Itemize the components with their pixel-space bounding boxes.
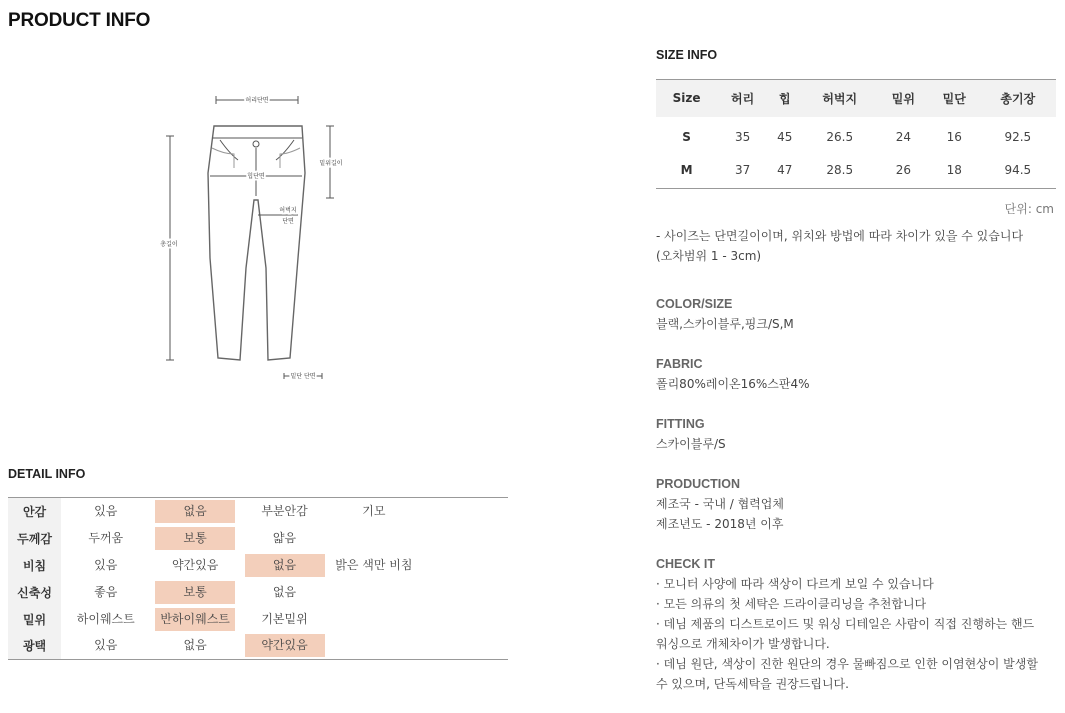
detail-option-cell: [419, 498, 508, 525]
size-header-cell: 허벅지: [802, 80, 878, 117]
detail-option-cell: [61, 552, 150, 579]
production-title: PRODUCTION: [656, 477, 741, 491]
size-row: [656, 153, 1056, 189]
detail-option-cell: [150, 525, 239, 552]
size-header-cell: 밑단: [929, 80, 980, 117]
detail-option: 좋음: [94, 584, 118, 599]
detail-option-cell: [329, 633, 418, 660]
detail-option: [423, 498, 503, 521]
detail-option: [423, 525, 503, 548]
detail-option: 있음: [94, 503, 118, 518]
detail-option-selected: 보통: [155, 581, 235, 604]
detail-option-cell: [61, 498, 150, 525]
detail-option-cell: [419, 579, 508, 606]
detail-option-selected: 약간있음: [245, 634, 325, 657]
detail-row-label: 밑위: [8, 606, 61, 633]
detail-option-cell: [240, 552, 329, 579]
detail-option: 기모: [362, 503, 386, 518]
detail-option-selected: 반하이웨스트: [155, 608, 235, 631]
size-note-line2: (오차범위 1 - 3cm): [656, 249, 762, 263]
size-cell: 24: [895, 129, 911, 144]
detail-row: [8, 552, 508, 579]
detail-option-cell: [419, 552, 508, 579]
detail-info-title: DETAIL INFO: [8, 467, 86, 481]
detail-option-selected: 없음: [155, 500, 235, 523]
detail-option-cell: [240, 633, 329, 660]
detail-option-cell: [329, 525, 418, 552]
detail-option: 하이웨스트: [76, 611, 135, 626]
rise-label: 밑위길이: [319, 160, 343, 167]
check-it-line6: 수 있으며, 단독세탁을 권장드립니다.: [656, 677, 849, 691]
size-cell: 16: [946, 129, 962, 144]
size-row-name: S: [682, 129, 691, 144]
detail-row-label: 광택: [8, 633, 61, 660]
detail-option-cell: [419, 633, 508, 660]
size-cell: 45: [777, 129, 793, 144]
detail-row: [8, 633, 508, 660]
detail-option: [423, 606, 503, 629]
size-note-line1: - 사이즈는 단면길이이며, 위치와 방법에 따라 차이가 있을 수 있습니다: [656, 229, 1024, 243]
size-header-cell: 힙: [768, 80, 802, 117]
check-it-line5: · 데님 원단, 색상이 진한 원단의 경우 물빠짐으로 인한 이염현상이 발생할: [656, 657, 1038, 671]
fabric-text: 폴리80%레이온16%스판4%: [656, 377, 810, 391]
fitting-title: FITTING: [656, 417, 705, 431]
detail-option-cell: [329, 606, 418, 633]
detail-option: 약간있음: [171, 557, 219, 572]
detail-option: 얇음: [272, 530, 297, 545]
thigh-label-line1: 허벅지: [279, 207, 297, 214]
detail-info-table: [8, 497, 508, 660]
check-it-text: [656, 574, 1061, 694]
detail-option-cell: [240, 498, 329, 525]
detail-option-cell: [329, 579, 418, 606]
detail-row: [8, 525, 508, 552]
size-info-title: SIZE INFO: [656, 48, 718, 62]
size-header-cell: 허리: [717, 80, 768, 117]
size-header-cell: 총기장: [980, 80, 1056, 117]
waist-label: 허리단면: [245, 97, 269, 104]
fabric-title: FABRIC: [656, 357, 703, 371]
size-row-name: M: [680, 163, 693, 178]
size-cell: 18: [946, 163, 962, 178]
detail-row: [8, 579, 508, 606]
thigh-label-line2: 단면: [282, 218, 294, 225]
detail-option-cell: [419, 525, 508, 552]
size-cell: 47: [777, 163, 793, 178]
detail-option-cell: [150, 606, 239, 633]
size-cell: 94.5: [1004, 163, 1032, 178]
detail-row: [8, 498, 508, 525]
size-cell: 37: [734, 163, 751, 178]
detail-option-cell: [150, 552, 239, 579]
detail-option: [423, 579, 503, 602]
detail-option-selected: 보통: [155, 527, 235, 550]
detail-option-cell: [150, 498, 239, 525]
detail-row-label: 두께감: [8, 525, 61, 552]
detail-option-selected: 없음: [245, 554, 325, 577]
detail-option: [334, 606, 414, 629]
detail-row: [8, 606, 508, 633]
detail-option-cell: [419, 606, 508, 633]
size-cell: 28.5: [826, 163, 854, 178]
size-cell: 92.5: [1004, 129, 1032, 144]
production-text: [656, 494, 1061, 534]
check-it-line3: · 데님 제품의 디스트로이드 및 워싱 디테일은 사람이 직접 진행하는 핸드: [656, 617, 1035, 631]
detail-option-cell: [329, 552, 418, 579]
check-it-line4: 워싱으로 개체차이가 발생합니다.: [656, 637, 830, 651]
size-cell: 26.5: [826, 129, 854, 144]
detail-option: 밝은 색만 비침: [335, 557, 413, 572]
fitting-text: 스카이블루/S: [656, 437, 726, 451]
detail-option: 부분안감: [261, 503, 308, 518]
detail-option-cell: [61, 606, 150, 633]
check-it-title: CHECK IT: [656, 557, 716, 571]
hip-label: 힙단면: [247, 173, 265, 180]
detail-option: 있음: [94, 557, 118, 572]
detail-option: 기본밑위: [261, 611, 308, 626]
detail-row-label: 비침: [8, 552, 61, 579]
detail-option: [423, 552, 503, 575]
detail-option: 있음: [94, 638, 118, 653]
hem-label: 밑단 단면: [290, 373, 316, 380]
detail-option: [423, 633, 503, 656]
size-row: [656, 117, 1056, 153]
size-header-cell: Size: [656, 80, 717, 117]
color-size-title: COLOR/SIZE: [656, 297, 733, 311]
detail-option-cell: [61, 579, 150, 606]
detail-option-cell: [329, 498, 418, 525]
length-label: 총길이: [160, 241, 178, 248]
size-header-cell: 밑위: [878, 80, 929, 117]
detail-row-label: 안감: [8, 498, 61, 525]
page-title: PRODUCT INFO: [8, 10, 151, 31]
detail-option: [334, 579, 414, 602]
color-size-text: 블랙,스카이블루,핑크/S,M: [656, 317, 794, 331]
check-it-line2: · 모든 의류의 첫 세탁은 드라이클리닝을 추천합니다: [656, 597, 927, 611]
check-it-line1: · 모니터 사양에 따라 색상이 다르게 보일 수 있습니다: [656, 577, 934, 591]
production-line2: 제조년도 - 2018년 이후: [656, 517, 784, 531]
detail-option-cell: [150, 579, 239, 606]
detail-option: 없음: [272, 584, 297, 599]
detail-option: [334, 633, 414, 656]
production-line1: 제조국 - 국내 / 협력업체: [656, 497, 784, 511]
detail-option-cell: [240, 525, 329, 552]
detail-option-cell: [240, 579, 329, 606]
detail-option: 없음: [183, 638, 207, 653]
detail-option-cell: [150, 633, 239, 660]
detail-option-cell: [61, 525, 150, 552]
pants-measurement-diagram: [150, 88, 360, 388]
unit-label: 단위: cm: [1004, 202, 1054, 216]
detail-option-cell: [61, 633, 150, 660]
detail-row-label: 신축성: [8, 579, 61, 606]
detail-option: 두꺼움: [88, 530, 124, 545]
size-cell: 35: [734, 129, 751, 144]
detail-option-cell: [240, 606, 329, 633]
size-info-table: [656, 79, 1056, 189]
size-cell: 26: [895, 163, 911, 178]
size-note: [656, 226, 1061, 266]
detail-option: [334, 525, 414, 548]
